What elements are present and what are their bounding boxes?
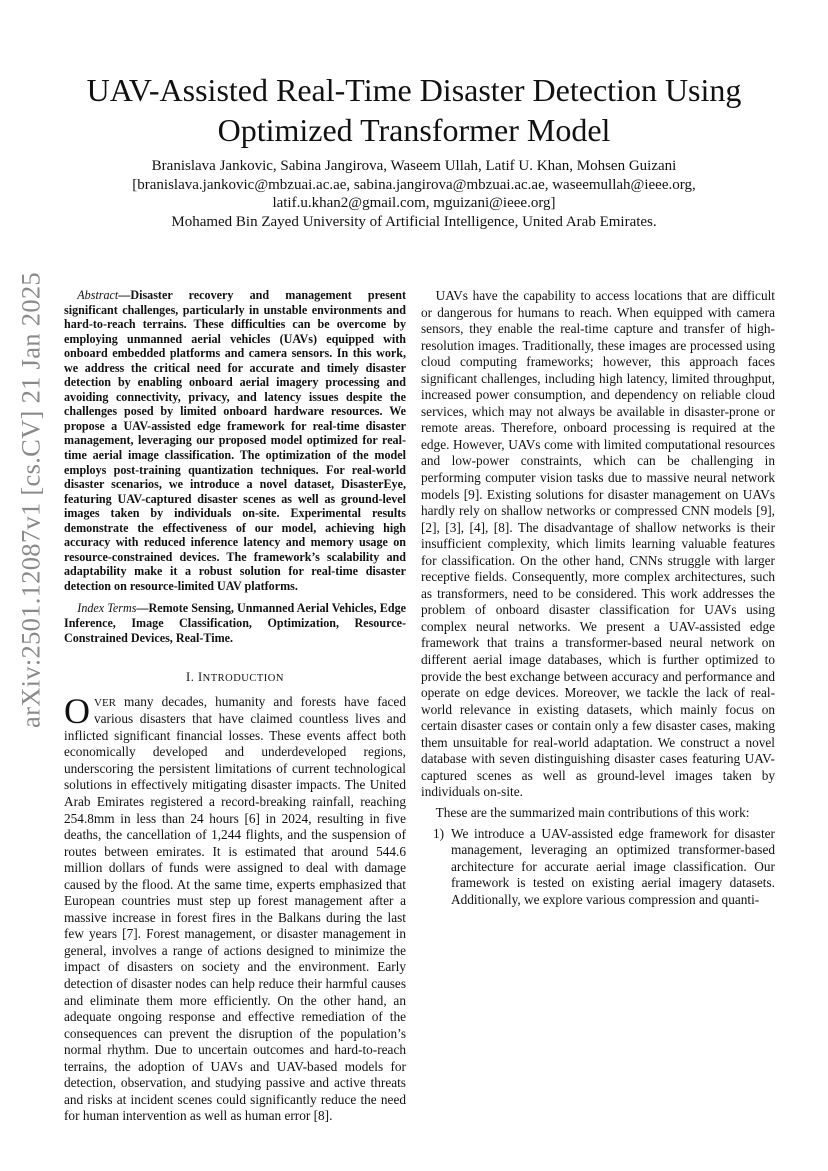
section-heading-introduction: I. INTRODUCTION (186, 670, 284, 685)
author-emails-line-1: [branislava.jankovic@mbzuai.ac.ae, sabina.jangirova@mbzuai.ac.ae, waseemullah@ieee.org, (132, 176, 696, 193)
author-emails-line-2: latif.u.khan2@gmail.com, mguizani@ieee.org] (272, 195, 556, 212)
index-terms-text: —Remote Sensing, Unmanned Aerial Vehicles, Edge Inference, Image Classification, Optimization, Resource-Constrained Devices, Real-Time. (64, 601, 406, 645)
paper-title (50, 70, 778, 150)
author-affiliation: Mohamed Bin Zayed University of Artificial Intelligence, United Arab Emirates. (171, 214, 657, 231)
abstract (64, 288, 406, 593)
intro-paragraph (64, 690, 406, 1125)
contribution-number: 1) (433, 825, 445, 841)
arxiv-id-text: arXiv:2501.12087v1 [cs.CV] 21 Jan 2025 (15, 272, 46, 728)
right-column (421, 288, 775, 908)
drop-cap: O (64, 690, 90, 731)
title-line-2: Optimized Transformer Model (217, 112, 611, 148)
contributions-intro: These are the summarized main contributions of this work: (435, 804, 750, 820)
left-column (64, 288, 406, 1125)
intro-small-caps: VER (94, 696, 116, 709)
intro-paragraph-text: many decades, humanity and forests have faced various disasters that have claimed countless lives and inflicted significant financial losses. These events affect both economically developed and underdeveloped regions, underscoring the persistent limitations of current technological solutions in effectively mitigating disaster impacts. The United Arab Emirates registered a record-breaking rainfall, reaching 254.8mm in less than 24 hours [6] in 2024, resulting in five deaths, the cancellation of 1,244 flights, and the suspension of routes between emirates. It is estimated that around 544.6 million dollars of funds were assigned to deal with damage caused by the flood. At the same time, experts emphasized that European countries must step up forest management after a massive increase in forest fires in the Balkans during the last few years [7]. Forest management, or disaster management in general, involves a range of actions designed to minimize the impact of disasters on society and the environment. Early detection of disaster nodes can help reduce their harmful causes and eliminate them more efficiently. On the other hand, an adequate ongoing response and effective remediation of the consequences can prevent the disruption of the population’s normal rhythm. Due to uncertain outcomes and hard-to-reach terrains, the adoption of UAVs and UAV-based models for detection, observation, and studying passive and active threats and risks at incident scenes could significantly reduce the need for human intervention as well as human error [8]. (64, 693, 406, 1124)
index-terms (64, 601, 406, 645)
body-paragraph-2: UAVs have the capability to access locations that are difficult or dangerous for humans to reach. When equipped with camera sensors, they enable the real-time capture and transfer of high-resolution images. Traditionally, these images are processed using cloud computing frameworks; however, this approach faces significant challenges, including high latency, limited throughput, increased power consumption, and dependency on reliable cloud services, which may not always be available in disaster-prone or remote areas. Therefore, onboard processing is required at the edge. However, UAVs come with limited computational resources and low-power constraints, which can be challenging in performing computer vision tasks due to massive neural network models [9]. Existing solutions for disaster management on UAVs hardly rely on shallow networks or compressed CNN models [9], [2], [3], [4], [8]. The disadvantage of shallow networks is their insufficient complexity, which limits learning valuable features for classification. On the other hand, CNNs struggle with larger receptive fields. Consequently, more complex architectures, such as transformers, need to be considered. This work addresses the problem of onboard disaster classification for UAVs using complex neural networks. We present a UAV-assisted edge framework that trains a transformer-based neural network on different aerial image databases, which is further optimized to provide the best exchange between accuracy and performance and operate on edge devices. Moreover, we tackle the lack of real-world relevance in existing datasets, which mainly focus on certain disaster cases or contain only a few disaster cases, making them unsuitable for real-world adaptation. We construct a novel database with seven distinguishing disaster cases featuring UAV-captured scenes as well as ground-level images taken by individuals on-site. (421, 288, 775, 800)
abstract-text: —Disaster recovery and management present significant challenges, particularly in unstable environments and hard-to-reach terrains. These difficulties can be overcome by employing unmanned aerial vehicles (UAVs) equipped with onboard embedded platforms and camera sensors. In this work, we address the critical need for accurate and timely disaster detection by enabling onboard aerial imagery processing and avoiding connectivity, privacy, and latency issues despite the challenges posed by limited onboard hardware resources. We propose a UAV-assisted edge framework for real-time disaster management, leveraging our proposed model optimized for real-time aerial image classification. The optimization of the model employs post-training quantization techniques. For real-world disaster scenarios, we introduce a novel dataset, DisasterEye, featuring UAV-captured disaster scenes as well as ground-level images taken by individuals on-site. Experimental results demonstrate the effectiveness of our model, achieving high accuracy with reduced inference latency and memory usage on resource-constrained devices. The framework’s scalability and adaptability make it a robust solution for real-time disaster detection on resource-limited UAV platforms. (64, 288, 406, 593)
arxiv-sidebar-stamp (2, 150, 60, 850)
contribution-text: We introduce a UAV-assisted edge framework for disaster management, leveraging an optimized transformer-based architecture for accurate aerial image classification. Our framework is tested on existing aerial imagery datasets. Additionally, we explore various compression and quanti- (451, 825, 775, 907)
index-terms-label: Index Terms (77, 601, 137, 616)
title-line-1: UAV-Assisted Real-Time Disaster Detection Using (86, 72, 742, 108)
author-names: Branislava Jankovic, Sabina Jangirova, Waseem Ullah, Latif U. Khan, Mohsen Guizani (151, 158, 677, 174)
author-block (60, 157, 768, 232)
contribution-item (421, 826, 775, 909)
abstract-label: Abstract (77, 288, 119, 302)
